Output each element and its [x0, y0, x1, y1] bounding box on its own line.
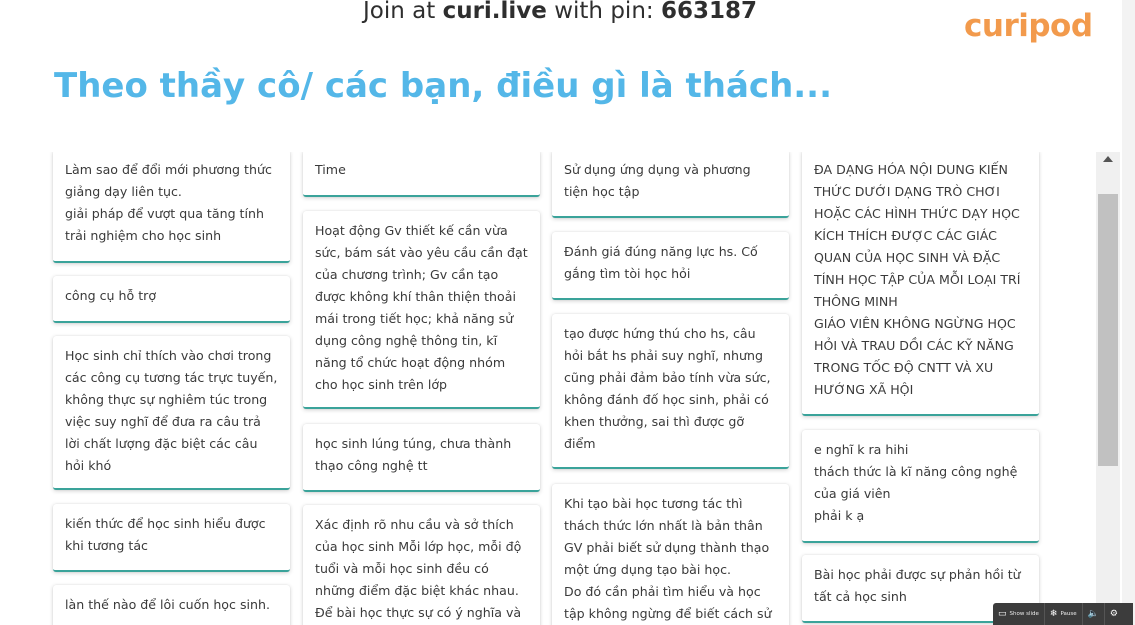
- join-pin: 663187: [660, 0, 757, 24]
- presenter-controls: [993, 603, 1133, 625]
- gear-icon: ⚙: [1109, 609, 1118, 619]
- join-middle: with pin:: [546, 0, 661, 24]
- scroll-thumb[interactable]: [1098, 194, 1118, 466]
- volume-button[interactable]: [1083, 603, 1105, 625]
- join-prefix: Join at: [363, 0, 443, 24]
- join-instructions: [0, 0, 1120, 24]
- response-card[interactable]: Sử dụng ứng dụng và phương tiện học tập: [552, 152, 789, 218]
- window-edge: [1122, 0, 1135, 625]
- curipod-logo: curipod: [964, 8, 1093, 44]
- responses-board: [0, 152, 1093, 625]
- response-card[interactable]: Học sinh chỉ thích vào chơi trong các công cụ tương tác trực tuyến, không thực sự nghiêm túc trong việc suy nghĩ để đưa ra câu trả lời chất lượng đặc biệt các câu hỏi khó: [53, 336, 290, 490]
- response-card[interactable]: Hoạt động Gv thiết kế cần vừa sức, bám sát vào yêu cầu cần đạt của chương trình; Gv cần tạo được không khí thân thiện thoải mái trong tiết học; khả năng sử dụng công nghệ thông tin, kĩ năng tổ chức hoạt động nhóm cho học sinh trên lớp: [303, 211, 540, 409]
- scroll-up-arrow-icon[interactable]: [1103, 156, 1113, 162]
- response-card[interactable]: làn thế nào để lôi cuốn học sinh.: [53, 585, 290, 625]
- response-card[interactable]: Làm sao để đổi mới phương thức giảng dạy liên tục. giải pháp để vượt qua tăng tính trải nghiệm cho học sinh: [53, 152, 290, 263]
- response-card[interactable]: ĐA DẠNG HÓA NỘI DUNG KIẾN THỨC DƯỚI DẠNG TRÒ CHƠI HOẶC CÁC HÌNH THỨC DẠY HỌC KÍCH THÍCH ĐƯỢC CÁC GIÁC QUAN CỦA HỌC SINH VÀ ĐẶC TÍNH HỌC TẬP CỦA MỖI LOẠI TRÍ THÔNG MINH GIÁO VIÊN KHÔNG NGỪNG HỌC HỎI VÀ TRAU DỒI CÁC KỸ NĂNG TRONG TỐC ĐỘ CNTT VÀ XU HƯỚNG XÃ HỘI: [802, 152, 1039, 416]
- settings-button[interactable]: [1105, 603, 1123, 625]
- pause-button[interactable]: [1045, 603, 1083, 625]
- response-card[interactable]: Khi tạo bài học tương tác thì thách thức lớn nhất là bản thân GV phải biết sử dụng thành thạo một ứng dụng tạo bài học. Do đó cần phải tìm hiểu và học tập không ngừng để biết cách sử: [552, 484, 789, 625]
- snowflake-icon: ❄: [1049, 609, 1058, 619]
- volume-icon: 🔈: [1087, 609, 1099, 619]
- response-card[interactable]: Xác định rõ nhu cầu và sở thích của học sinh Mỗi lớp học, mỗi độ tuổi và mỗi học sinh đều có những điểm đặc biệt khác nhau. Để bài học thực sự có ý nghĩa và: [303, 505, 540, 625]
- response-card[interactable]: Đánh giá đúng năng lực hs. Cố gắng tìm tòi học hỏi: [552, 232, 789, 300]
- show-slide-label: Show slide: [1009, 611, 1039, 617]
- screen-icon: ▭: [998, 609, 1007, 619]
- response-card[interactable]: công cụ hỗ trợ: [53, 276, 290, 323]
- response-card[interactable]: kiến thức để học sinh hiểu được khi tương tác: [53, 504, 290, 572]
- response-card[interactable]: Time: [303, 152, 540, 197]
- response-card[interactable]: tạo được hứng thú cho hs, câu hỏi bắt hs phải suy nghĩ, nhưng cũng phải đảm bảo tính vừa sức, không đánh đố học sinh, phải có khen thưởng, sai thì được gỡ điểm: [552, 314, 789, 469]
- response-card[interactable]: Bài học phải được sự phản hồi từ tất cả học sinh: [802, 555, 1039, 623]
- responses-scrollbar[interactable]: [1096, 152, 1120, 625]
- join-url[interactable]: curi.live: [442, 0, 547, 24]
- response-card[interactable]: e nghĩ k ra hihi thách thức là kĩ năng công nghệ của giá viên phải k ạ: [802, 430, 1039, 543]
- show-slide-button[interactable]: [993, 603, 1045, 625]
- response-card[interactable]: học sinh lúng túng, chưa thành thạo công nghệ tt: [303, 424, 540, 492]
- pause-label: Pause: [1060, 611, 1077, 617]
- question-title: Theo thầy cô/ các bạn, điều gì là thách...: [54, 66, 833, 106]
